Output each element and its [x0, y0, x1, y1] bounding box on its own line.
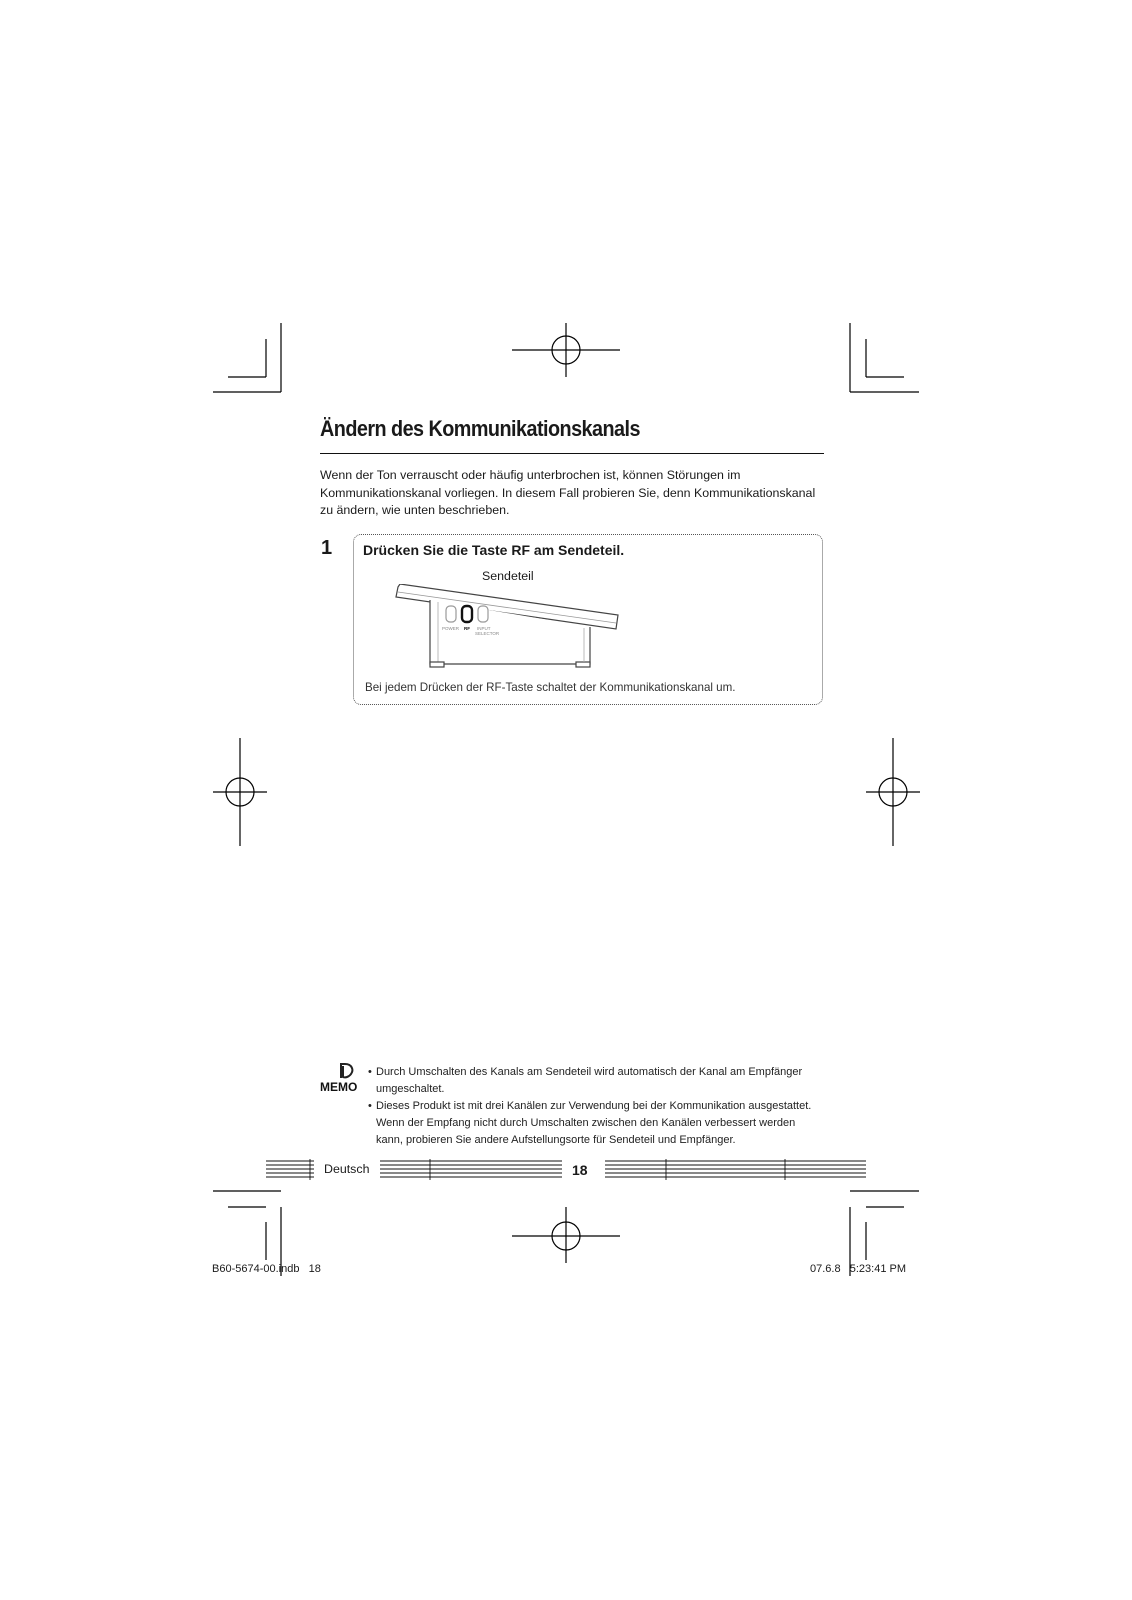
intro-line: zu ändern, wie unten beschrieben.: [320, 503, 510, 517]
memo-icon-label: MEMO: [320, 1080, 358, 1094]
slug-datetime: [810, 1263, 906, 1275]
memo-line: umgeschaltet.: [376, 1083, 445, 1095]
intro-line: Kommunikationskanal vorliegen. In diesem Fall probieren Sie, denn Kommunikationskanal: [320, 485, 816, 500]
step-number: 1: [321, 537, 333, 559]
intro-line: Wenn der Ton verrauscht oder häufig unterbrochen ist, können Störungen im: [320, 468, 741, 482]
slug-file-text: B60-5674-00.indb 18: [212, 1263, 321, 1275]
diagram-label: Sendeteil: [482, 569, 534, 583]
memo-line: Wenn der Empfang nicht durch Umschalten zwischen den Kanälen verbessert werden: [376, 1117, 796, 1129]
memo-line: kann, probieren Sie andere Aufstellungsorte für Sendeteil und Empfänger.: [376, 1134, 736, 1146]
page-number: 18: [572, 1162, 588, 1178]
step-note: Bei jedem Drücken der RF-Taste schaltet der Kommunikationskanal um.: [365, 681, 736, 694]
input-label: INPUT: [477, 626, 491, 631]
rf-label: RF: [464, 626, 470, 631]
step-heading: Drücken Sie die Taste RF am Sendeteil.: [363, 542, 625, 558]
footer-language: Deutsch: [324, 1162, 370, 1176]
page-title: Ändern des Kommunikationskanals: [320, 416, 640, 441]
memo-line: Durch Umschalten des Kanals am Sendeteil wird automatisch der Kanal am Empfänger: [376, 1066, 803, 1078]
selector-label: SELECTOR: [475, 631, 500, 636]
slug-file: [212, 1263, 321, 1275]
power-label: POWER: [442, 626, 460, 631]
slug-datetime-text: 07.6.8 5:23:41 PM: [810, 1263, 907, 1275]
memo-line: Dieses Produkt ist mit drei Kanälen zur Verwendung bei der Kommunikation ausgestattet.: [376, 1100, 812, 1112]
